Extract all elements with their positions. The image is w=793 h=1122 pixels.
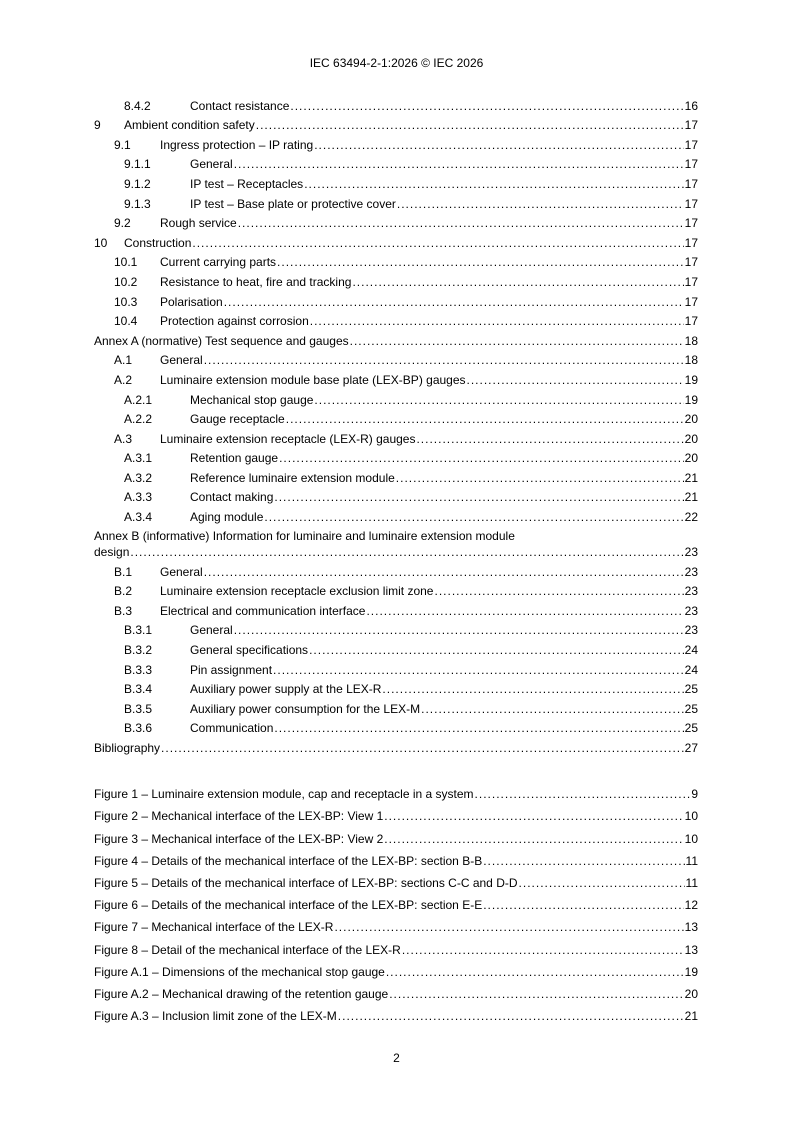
toc-entry[interactable] xyxy=(94,133,698,153)
figure-list-entry[interactable] xyxy=(94,869,698,891)
toc-entry-title: Communication xyxy=(190,721,274,736)
toc-entry-number: A.2.2 xyxy=(124,412,153,427)
toc-entry-title: Mechanical stop gauge xyxy=(190,392,314,407)
toc-entry-title: Protection against corrosion xyxy=(160,314,309,329)
toc-entry-number: 9.1.1 xyxy=(124,157,151,172)
toc-entry-title: Aging module xyxy=(190,510,264,525)
toc-entry-number: 10.2 xyxy=(114,274,138,289)
toc-entry-title: Ingress protection – IP rating xyxy=(160,137,314,152)
toc-entry-number: A.2.1 xyxy=(124,392,153,407)
toc-entry[interactable] xyxy=(94,599,698,619)
toc-entry[interactable] xyxy=(94,349,698,369)
toc-entry-page: 23 xyxy=(684,603,698,618)
toc-entry-page: 25 xyxy=(684,701,698,716)
toc-leader-dots xyxy=(277,254,684,270)
toc-entry[interactable] xyxy=(94,310,698,330)
toc-entry-number: 9.2 xyxy=(114,216,131,231)
toc-entry-number: B.3.2 xyxy=(124,643,153,658)
toc-entry[interactable] xyxy=(94,290,698,310)
toc-entry-title: Figure 4 – Details of the mechanical interface of the LEX-BP: section B-B xyxy=(94,853,483,868)
toc-entry-title: Pin assignment xyxy=(190,662,273,677)
toc-divider-space xyxy=(94,756,698,780)
toc-entry-page: 21 xyxy=(684,470,698,485)
toc-entry-page: 12 xyxy=(684,898,698,913)
toc-entry-page: 17 xyxy=(684,314,698,329)
toc-entry-number: B.3.4 xyxy=(124,682,153,697)
toc-leader-dots xyxy=(273,662,684,678)
toc-entry-page: 17 xyxy=(684,235,698,250)
toc-entry-page: 11 xyxy=(685,853,698,868)
toc-entry[interactable] xyxy=(94,697,698,717)
toc-leader-dots xyxy=(204,564,684,580)
figure-list-entry[interactable] xyxy=(94,913,698,935)
toc-entry-title: Figure 1 – Luminaire extension module, cap and receptacle in a system xyxy=(94,787,474,802)
figure-list-entry[interactable] xyxy=(94,1002,698,1024)
toc-entry[interactable] xyxy=(94,94,698,114)
toc-entry-number: 10.1 xyxy=(114,255,138,270)
toc-entry-title: Figure A.2 – Mechanical drawing of the retention gauge xyxy=(94,986,389,1001)
toc-entry-number: A.3.2 xyxy=(124,470,153,485)
toc-annex-b-sections xyxy=(94,560,698,756)
toc-entry-title: Contact making xyxy=(190,490,274,505)
toc-entry-page: 17 xyxy=(684,157,698,172)
toc-sections xyxy=(94,94,698,525)
toc-leader-dots xyxy=(338,1008,684,1024)
toc-entry[interactable] xyxy=(94,736,698,756)
toc-entry-page: 17 xyxy=(684,176,698,191)
toc-entry-page: 10 xyxy=(684,809,698,824)
toc-leader-dots xyxy=(161,740,684,756)
figure-list-entry[interactable] xyxy=(94,780,698,802)
toc-entry[interactable] xyxy=(94,153,698,173)
toc-entry-title: Luminaire extension receptacle exclusion limit zone xyxy=(160,584,434,599)
toc-leader-dots xyxy=(224,294,684,310)
toc-leader-dots xyxy=(397,196,684,212)
figure-list-entry[interactable] xyxy=(94,891,698,913)
toc-entry-page: 27 xyxy=(684,741,698,755)
toc-entry-page: 21 xyxy=(684,490,698,505)
toc-entry-page: 17 xyxy=(684,137,698,152)
toc-entry-page: 9 xyxy=(691,787,698,802)
toc-leader-dots xyxy=(279,450,684,466)
toc-entry-title: Resistance to heat, fire and tracking xyxy=(160,274,352,289)
toc-entry[interactable] xyxy=(94,231,698,251)
toc-entry[interactable] xyxy=(94,486,698,506)
toc-leader-dots xyxy=(314,137,683,153)
toc-entry-page: 19 xyxy=(684,964,698,979)
toc-entry[interactable] xyxy=(94,717,698,737)
toc-entry-title: Figure A.3 – Inclusion limit zone of the LEX-M xyxy=(94,1009,337,1024)
toc-entry-page: 22 xyxy=(684,510,698,525)
toc-entry-page: 20 xyxy=(684,431,698,446)
toc-entry-page: 23 xyxy=(684,623,698,638)
toc-entry-title: Gauge receptacle xyxy=(190,412,285,427)
toc-entry[interactable] xyxy=(94,192,698,212)
toc-entry-page: 17 xyxy=(684,196,698,211)
toc-entry-title: Bibliography xyxy=(94,741,161,755)
figure-list-entry[interactable] xyxy=(94,958,698,980)
toc-leader-dots xyxy=(234,156,684,172)
toc-entry[interactable] xyxy=(94,505,698,525)
toc-entry-number: 9 xyxy=(94,118,101,133)
toc-entry[interactable] xyxy=(94,251,698,271)
toc-leader-dots xyxy=(310,313,684,329)
toc-entry-number: 9.1.2 xyxy=(124,176,151,191)
toc-entry-title: Polarisation xyxy=(160,294,223,309)
toc-entry[interactable] xyxy=(94,114,698,134)
toc-leader-dots xyxy=(402,942,684,958)
toc-leader-dots xyxy=(389,986,683,1002)
toc-entry[interactable] xyxy=(94,368,698,388)
toc-entry-title: Auxiliary power supply at the LEX-R xyxy=(190,682,382,697)
toc-entry-number: 10.4 xyxy=(114,314,138,329)
toc-entry-page: 16 xyxy=(684,98,698,113)
toc-entry-page: 11 xyxy=(685,875,698,890)
toc-leader-dots xyxy=(264,509,683,525)
toc-leader-dots xyxy=(290,98,683,114)
toc-entry[interactable] xyxy=(94,408,698,428)
toc-entry-page: 20 xyxy=(684,451,698,466)
toc-entry-title: Figure 8 – Detail of the mechanical interface of the LEX-R xyxy=(94,942,401,957)
toc-entry[interactable] xyxy=(94,580,698,600)
toc-entry-title: Auxiliary power consumption for the LEX-M xyxy=(190,701,421,716)
toc-entry[interactable] xyxy=(94,447,698,467)
toc-leader-dots xyxy=(434,583,683,599)
toc-entry-page: 20 xyxy=(684,986,698,1001)
toc-leader-dots xyxy=(314,392,683,408)
toc-entry[interactable] xyxy=(94,270,698,290)
toc-entry-page: 13 xyxy=(684,920,698,935)
toc-leader-dots xyxy=(350,333,684,349)
toc-leader-dots xyxy=(234,622,684,638)
toc-entry-page: 19 xyxy=(684,392,698,407)
toc-entry-number: A.1 xyxy=(114,353,133,368)
figure-list-entry[interactable] xyxy=(94,935,698,957)
toc-entry-number: 9.1.3 xyxy=(124,196,151,211)
toc-leader-dots xyxy=(352,274,683,290)
toc-entry-title: Retention gauge xyxy=(190,451,279,466)
toc-entry-title: Annex B (informative) Information for luminaire and luminaire extension module xyxy=(94,529,515,544)
toc-entry-page: 17 xyxy=(684,216,698,231)
toc-leader-dots xyxy=(130,544,683,560)
toc-leader-dots xyxy=(467,372,684,388)
toc-entry[interactable] xyxy=(94,560,698,580)
toc-entry-page: 25 xyxy=(684,682,698,697)
figure-list-entry[interactable] xyxy=(94,802,698,824)
table-of-contents xyxy=(94,94,698,1024)
toc-entry-title: Luminaire extension module base plate (LEX-BP) gauges xyxy=(160,372,466,387)
toc-entry-title: General specifications xyxy=(190,643,309,658)
toc-leader-dots xyxy=(238,215,684,231)
toc-entry-title: IP test – Receptacles xyxy=(190,176,304,191)
toc-leader-dots xyxy=(286,411,684,427)
toc-entry-number: A.2 xyxy=(114,372,133,387)
toc-entry-title: Luminaire extension receptacle (LEX-R) gauges xyxy=(160,431,416,446)
toc-entry-number: B.3.3 xyxy=(124,662,153,677)
toc-leader-dots xyxy=(483,897,683,913)
page-header: IEC 63494-2-1:2026 © IEC 2026 xyxy=(309,56,484,70)
toc-entry-title: Ambient condition safety xyxy=(124,118,255,133)
page-number: 2 xyxy=(393,1051,400,1065)
toc-leader-dots xyxy=(416,431,683,447)
toc-entry-annex-b[interactable] xyxy=(94,525,698,560)
toc-leader-dots xyxy=(382,681,683,697)
toc-entry-page: 25 xyxy=(684,721,698,736)
toc-entry-page: 23 xyxy=(684,545,698,560)
figure-list-entry[interactable] xyxy=(94,847,698,869)
toc-entry-title: Figure 6 – Details of the mechanical interface of the LEX-BP: section E-E xyxy=(94,898,483,913)
toc-entry-number: B.3 xyxy=(114,603,133,618)
toc-leader-dots xyxy=(384,831,683,847)
toc-entry-title: Figure 2 – Mechanical interface of the LEX-BP: View 1 xyxy=(94,809,384,824)
toc-entry-number: A.3.3 xyxy=(124,490,153,505)
toc-leader-dots xyxy=(519,875,685,891)
toc-entry-title: General xyxy=(160,353,203,368)
toc-entry[interactable] xyxy=(94,658,698,678)
toc-leader-dots xyxy=(396,470,684,486)
toc-entry[interactable] xyxy=(94,466,698,486)
toc-leader-dots xyxy=(483,853,684,869)
toc-entry-page: 18 xyxy=(684,333,698,348)
toc-leader-dots xyxy=(334,919,683,935)
toc-entry-title: General xyxy=(160,564,203,579)
toc-entry-number: B.3.5 xyxy=(124,701,153,716)
toc-entry-page: 24 xyxy=(684,662,698,677)
toc-entry-number: 8.4.2 xyxy=(124,98,151,113)
toc-entry-title: Contact resistance xyxy=(190,98,290,113)
toc-entry-title: General xyxy=(190,157,233,172)
toc-entry-title: Figure A.1 – Dimensions of the mechanical stop gauge xyxy=(94,964,385,979)
toc-entry[interactable] xyxy=(94,212,698,232)
toc-entry[interactable] xyxy=(94,638,698,658)
toc-entry-number: B.3.6 xyxy=(124,721,153,736)
toc-leader-dots xyxy=(274,489,683,505)
toc-entry-title: Reference luminaire extension module xyxy=(190,470,395,485)
toc-entry-title: General xyxy=(190,623,233,638)
toc-entry-page: 23 xyxy=(684,584,698,599)
toc-entry-number: A.3 xyxy=(114,431,133,446)
toc-entry-title: Current carrying parts xyxy=(160,255,277,270)
toc-entry-page: 13 xyxy=(684,942,698,957)
toc-entry-number: B.3.1 xyxy=(124,623,153,638)
toc-entry-page: 17 xyxy=(684,274,698,289)
toc-entry[interactable] xyxy=(94,172,698,192)
toc-entry-title: Figure 3 – Mechanical interface of the LEX-BP: View 2 xyxy=(94,831,384,846)
toc-leader-dots xyxy=(309,642,684,658)
toc-entry-page: 18 xyxy=(684,353,698,368)
toc-leader-dots xyxy=(256,117,684,133)
toc-leader-dots xyxy=(304,176,683,192)
toc-leader-dots xyxy=(192,235,683,251)
toc-entry-page: 24 xyxy=(684,643,698,658)
toc-leader-dots xyxy=(274,720,683,736)
toc-leader-dots xyxy=(366,603,683,619)
toc-entry-title: Electrical and communication interface xyxy=(160,603,366,618)
toc-entry-number: B.1 xyxy=(114,564,133,579)
toc-entry-number: A.3.1 xyxy=(124,451,153,466)
toc-entry-page: 23 xyxy=(684,564,698,579)
list-of-figures xyxy=(94,780,698,1024)
toc-entry-number: 10 xyxy=(94,235,108,250)
toc-entry-title: IP test – Base plate or protective cover xyxy=(190,196,396,211)
toc-entry-title: Rough service xyxy=(160,216,237,231)
toc-entry-number: B.2 xyxy=(114,584,133,599)
toc-entry-title: Construction xyxy=(124,235,192,250)
toc-leader-dots xyxy=(475,786,691,802)
toc-entry-page: 17 xyxy=(684,118,698,133)
figure-list-entry[interactable] xyxy=(94,980,698,1002)
toc-entry-page: 20 xyxy=(684,412,698,427)
toc-entry[interactable] xyxy=(94,329,698,349)
toc-entry-title: Figure 5 – Details of the mechanical interface of LEX-BP: sections C-C and D-D xyxy=(94,875,518,890)
toc-entry-number: 10.3 xyxy=(114,294,138,309)
toc-leader-dots xyxy=(421,701,684,717)
toc-leader-dots xyxy=(204,352,684,368)
toc-entry-page: 17 xyxy=(684,294,698,309)
toc-entry-page: 21 xyxy=(684,1009,698,1024)
toc-entry-title: Annex A (normative) Test sequence and gauges xyxy=(94,333,349,348)
toc-entry-number: A.3.4 xyxy=(124,510,153,525)
toc-entry[interactable] xyxy=(94,678,698,698)
toc-entry-number: 9.1 xyxy=(114,137,131,152)
toc-entry-page: 19 xyxy=(684,372,698,387)
toc-entry[interactable] xyxy=(94,619,698,639)
toc-entry[interactable] xyxy=(94,388,698,408)
toc-entry[interactable] xyxy=(94,427,698,447)
toc-entry-title: Figure 7 – Mechanical interface of the LEX-R xyxy=(94,920,334,935)
toc-leader-dots xyxy=(386,964,684,980)
toc-entry-page: 10 xyxy=(684,831,698,846)
figure-list-entry[interactable] xyxy=(94,824,698,846)
toc-leader-dots xyxy=(384,808,683,824)
toc-entry-title-continued: design xyxy=(94,545,130,560)
toc-entry-page: 17 xyxy=(684,255,698,270)
